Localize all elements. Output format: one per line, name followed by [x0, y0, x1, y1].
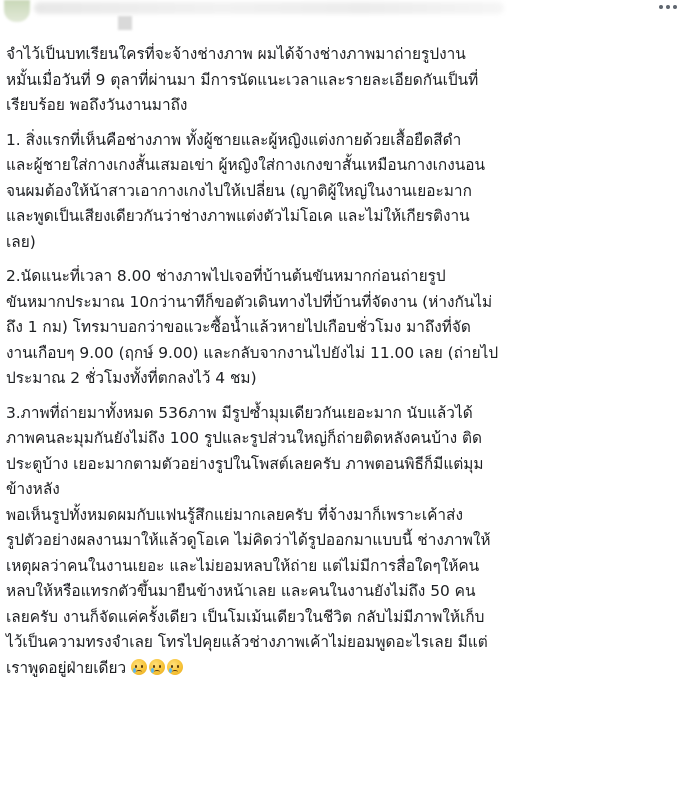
- post-paragraph-intro: จำไว้เป็นบทเรียนใครที่จะจ้างช่างภาพ ผมได้จ้างช่างภาพมาถ่ายรูปงาน หมั้นเมื่อวันที่ 9 ตุลาที่ผ่านมา มีการนัดแนะเวลาและรายละเอียดกันเป็นที่ เรียบร้อย พอถึงวันงานมาถึง: [6, 45, 479, 114]
- sad-tear-emoji: [167, 659, 183, 675]
- more-dot: [666, 5, 670, 9]
- sad-tear-emoji: [149, 659, 165, 675]
- privacy-icon: [118, 16, 132, 30]
- post-header: [0, 0, 688, 42]
- sad-tear-emoji: [131, 659, 147, 675]
- post-paragraph-1: 1. สิ่งแรกที่เห็นคือช่างภาพ ทั้งผู้ชายและผู้หญิงแต่งกายด้วยเสื้อยืดสีดำ และผู้ชายใส่กางเกงสั้นเสมอเข่า ผู้หญิงใส่กางเกงขาสั้นเหมือนกางเกงนอน จนผมต้องให้น้าสาวเอากางเกงไปให้เปลี่ยน (ญาติผู้ใหญ่ในงานเยอะมาก และพูดเป็นเสียงเดียวกันว่าช่างภาพแต่งตัวไม่โอเค และไม่ให้เกียรติงาน เลย): [6, 130, 486, 251]
- more-dot: [673, 5, 677, 9]
- post-paragraph-2: 2.นัดแนะที่เวลา 8.00 ช่างภาพไปเจอที่บ้านต้นขันหมากก่อนถ่ายรูป ขันหมากประมาณ 10กว่านาทีก็ขอตัวเดินทางไปที่บ้านที่จัดงาน (ห่างกันไม่ ถึง 1 กม) โทรมาบอกว่าขอแวะซื้อน้ำแล้วหายไปเกือบชั่วโมง มาถึงที่จัด งานเกือบๆ 9.00 (ฤกษ์ 9.00) และกลับจากงานไปยังไม่ 11.00 เลย (ถ่ายไป ประมาณ 2 ชั่วโมงทั้งที่ตกลงไว้ 4 ชม): [6, 267, 499, 387]
- author-avatar[interactable]: [4, 0, 30, 22]
- post-paragraph-conclusion-text: พอเห็นรูปทั้งหมดผมกับแฟนรู้สึกแย่มากเลยครับ ที่จ้างมาก็เพราะเค้าส่ง รูปตัวอย่างผลงานมาให้แล้วดูโอเค ไม่คิดว่าได้รูปออกมาแบบนี้ ช่างภาพให้ เหตุผลว่าคนในงานเยอะ และไม่ยอมหลบให้ถ่าย แต่ไม่มีการสื่อใดๆให้คน หลบให้หรือแทรกตัวขึ้นมายืนข้างหน้าเลย และคนในงานยังไม่ถึง 50 คน เลยครับ งานก็จัดแค่ครั้งเดียว เป็นโมเม้นเดียวในชีวิต กลับไม่มีภาพให้เก็บ ไว้เป็นความทรงจำเลย โทรไปคุยแล้วช่างภาพเค้าไม่ยอมพูดอะไรเลย มีแต่ เราพูดอยู่ฝ่ายเดียว: [6, 505, 491, 677]
- post-text: [6, 42, 682, 681]
- more-dot: [659, 5, 663, 9]
- author-name-blurred[interactable]: [34, 2, 504, 14]
- post-paragraph-conclusion: [6, 503, 682, 682]
- more-options-icon[interactable]: [656, 0, 680, 14]
- post-paragraph-3: 3.ภาพที่ถ่ายมาทั้งหมด 536ภาพ มีรูปซ้ำมุมเดียวกันเยอะมาก นับแล้วได้ ภาพคนละมุมกันยังไม่ถึง 100 รูปและรูปส่วนใหญ่ก็ถ่ายติดหลังคนบ้าง ติด ประตูบ้าง เยอะมากตามตัวอย่างรูปในโพสต์เลยครับ ภาพตอนพิธีก็มีแต่มุม ข้างหลัง: [6, 403, 484, 498]
